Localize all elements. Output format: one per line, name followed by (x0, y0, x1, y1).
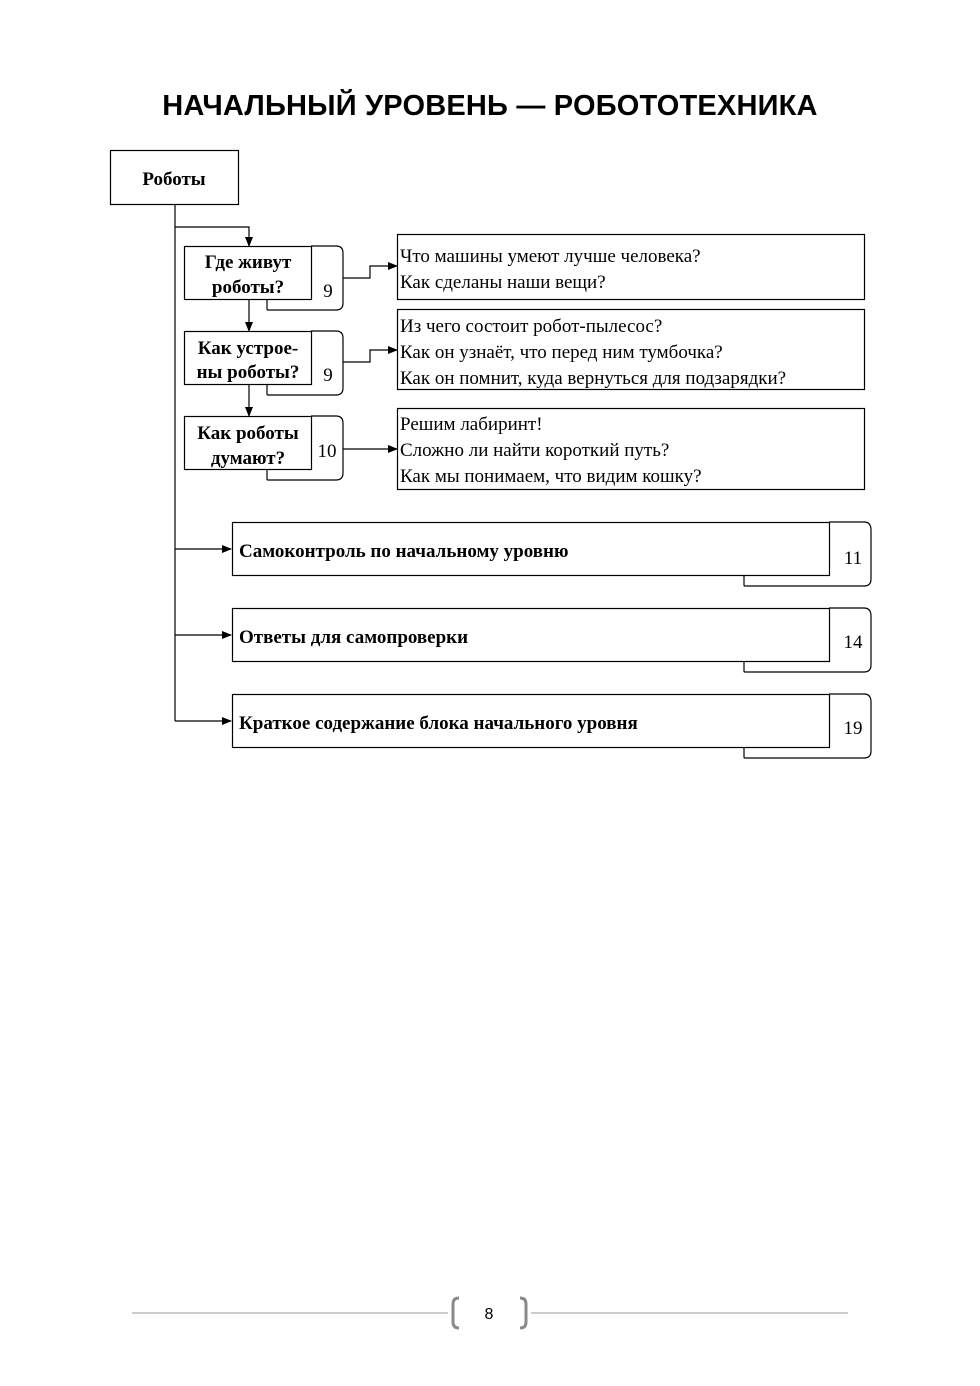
section-label: Самоконтроль по начальному уровню (239, 541, 569, 562)
page-footer (132, 1298, 848, 1328)
page-number: 8 (484, 1306, 494, 1323)
questions-box (398, 409, 865, 490)
question-line: Сложно ли найти короткий путь? (400, 440, 670, 461)
topic-node (185, 246, 344, 310)
topic-node (185, 331, 344, 395)
topic-page-number: 9 (323, 281, 333, 302)
questions-box (398, 235, 865, 300)
question-line: Решим лабиринт! (400, 414, 543, 435)
section-node (233, 608, 872, 672)
section-page-number: 19 (843, 718, 863, 739)
topic-label-line: роботы? (211, 277, 285, 298)
topic-node (185, 416, 344, 480)
topic-page-number: 10 (317, 441, 337, 462)
topic-label-line: думают? (210, 448, 286, 469)
root-label: Роботы (142, 169, 206, 190)
section-node (233, 522, 872, 586)
left-bracket-icon (453, 1298, 459, 1328)
topic-page-number: 9 (323, 365, 333, 386)
question-line: Как сделаны наши вещи? (400, 272, 606, 293)
question-line: Как он помнит, куда вернуться для подзарядки? (400, 368, 787, 389)
question-line: Из чего состоит робот-пылесос? (400, 316, 663, 337)
topic-label-line: Где живут (204, 252, 292, 273)
section-node (233, 694, 872, 758)
right-bracket-icon (520, 1298, 526, 1328)
questions-box (398, 310, 865, 390)
section-label: Ответы для самопроверки (239, 627, 469, 648)
topic-label-line: Как роботы (197, 423, 299, 444)
topic-label-line: ны роботы? (196, 362, 300, 383)
question-line: Как мы понимаем, что видим кошку? (400, 466, 702, 487)
section-page-number: 11 (843, 548, 863, 569)
section-label: Краткое содержание блока начального уровня (239, 713, 638, 734)
root-node (111, 151, 239, 205)
page-title: НАЧАЛЬНЫЙ УРОВЕНЬ — РОБОТОТЕХНИКА (162, 90, 818, 122)
section-page-number: 14 (843, 632, 863, 653)
topic-label-line: Как устрое- (197, 338, 299, 359)
question-line: Что машины умеют лучше человека? (400, 246, 701, 267)
question-line: Как он узнаёт, что перед ним тумбочка? (400, 342, 723, 363)
